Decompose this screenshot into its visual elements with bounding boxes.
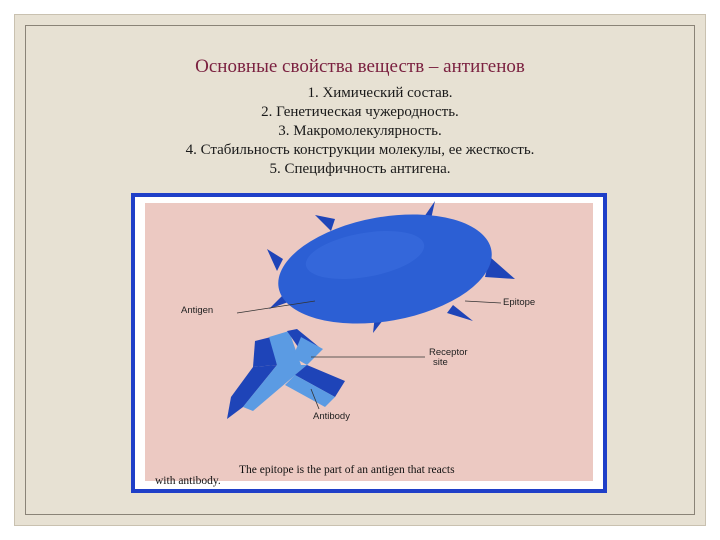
property-item: 1. Химический состав.: [307, 85, 453, 101]
properties-list: [0, 84, 720, 179]
property-item: 4. Стабильность конструкции молекулы, ее жесткость.: [185, 142, 535, 158]
antigen-antibody-figure: [131, 193, 607, 493]
antigen-antibody-illustration: [135, 197, 603, 489]
figure-caption: The epitope is the part of an antigen that reacts with antibody.: [155, 464, 455, 487]
property-item: 2. Генетическая чужеродность.: [261, 104, 459, 120]
epitope-label: Epitope: [503, 297, 536, 308]
receptor-site-label: Receptor site: [429, 347, 468, 368]
antigen-label: Antigen: [181, 305, 214, 316]
slide-title: Основные свойства веществ – антигенов: [195, 56, 525, 77]
property-item: 3. Макромолекулярность.: [278, 123, 442, 139]
property-item: 5. Специфичность антигена.: [269, 161, 451, 177]
antibody-label: Antibody: [313, 411, 350, 422]
